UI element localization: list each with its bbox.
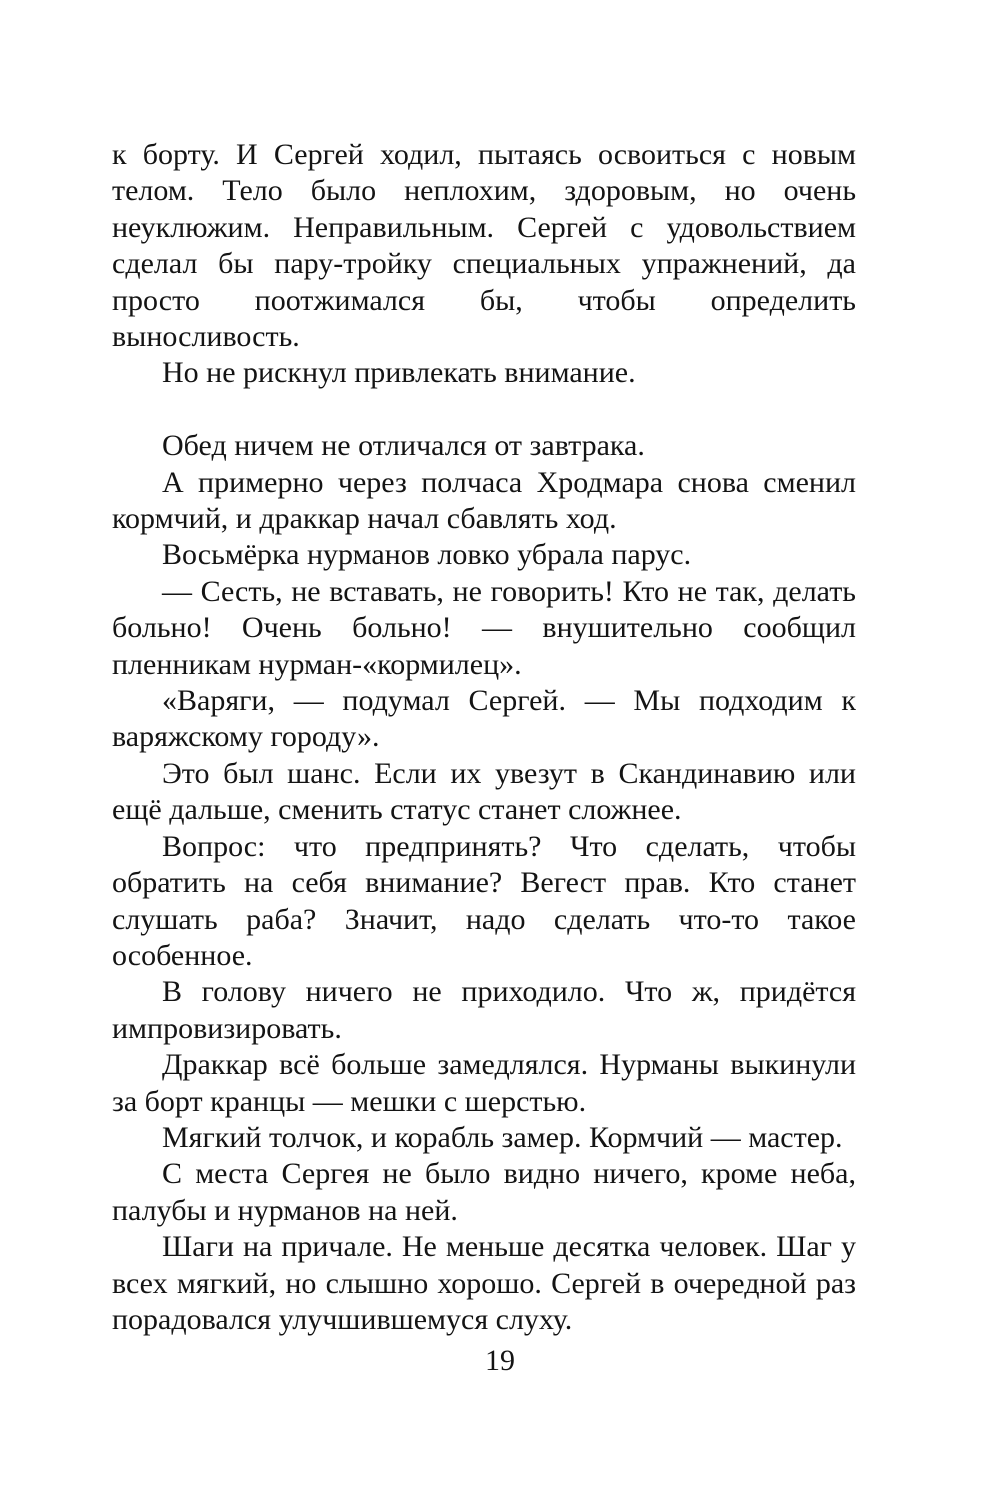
paragraph-dialogue: — Сесть, не вставать, не говорить! Кто не так, делать больно! Очень больно! — внушительно сообщил пленникам нурман-«кормилец». bbox=[112, 574, 856, 681]
paragraph: Мягкий толчок, и корабль замер. Кормчий — мастер. bbox=[162, 1120, 843, 1154]
paragraph: А примерно через полчаса Хродмара снова сменил кормчий, и драккар начал сбавлять ход. bbox=[112, 465, 856, 536]
paragraph: В голову ничего не приходило. Что ж, придётся импровизировать. bbox=[112, 975, 856, 1045]
paragraph: Восьмёрка нурманов ловко убрала парус. bbox=[162, 538, 692, 572]
paragraph: Драккар всё больше замедлялся. Нурманы выкинули за борт кранцы — мешки с шерстью. bbox=[112, 1048, 856, 1118]
page-number: 19 bbox=[485, 1344, 515, 1377]
paragraph: Обед ничем не отличался от завтрака. bbox=[162, 429, 645, 463]
paragraph: С места Сергея не было видно ничего, кроме неба, палубы и нурманов на ней. bbox=[112, 1157, 856, 1227]
paragraph: Это был шанс. Если их увезут в Скандинавию или ещё дальше, сменить статус станет сложнее. bbox=[112, 756, 856, 827]
section-break bbox=[112, 392, 856, 428]
paragraph: «Варяги, — подумал Сергей. — Мы подходим к варяжскому городу». bbox=[112, 684, 856, 754]
body-text bbox=[112, 137, 856, 1338]
paragraph: Вопрос: что предпринять? Что сделать, чтобы обратить на себя внимание? Вегест прав. Кто станет слушать раба? Значит, надо сделать что-то такое особенное. bbox=[112, 829, 856, 972]
paragraph: Шаги на причале. Не меньше десятка человек. Шаг у всех мягкий, но слышно хорошо. Сергей в очередной раз порадовался улучшившемуся слуху. bbox=[112, 1230, 856, 1336]
paragraph-continued: к борту. И Сергей ходил, пытаясь освоиться с новым телом. Тело было неплохим, здоровым, но очень неуклюжим. Неправильным. Сергей с удовольствием сделал бы пару-тройку специальных упражнений, да просто поотжимался бы, чтобы определить выносливость. bbox=[112, 138, 856, 354]
paragraph: Но не рискнул привлекать внимание. bbox=[162, 356, 636, 390]
